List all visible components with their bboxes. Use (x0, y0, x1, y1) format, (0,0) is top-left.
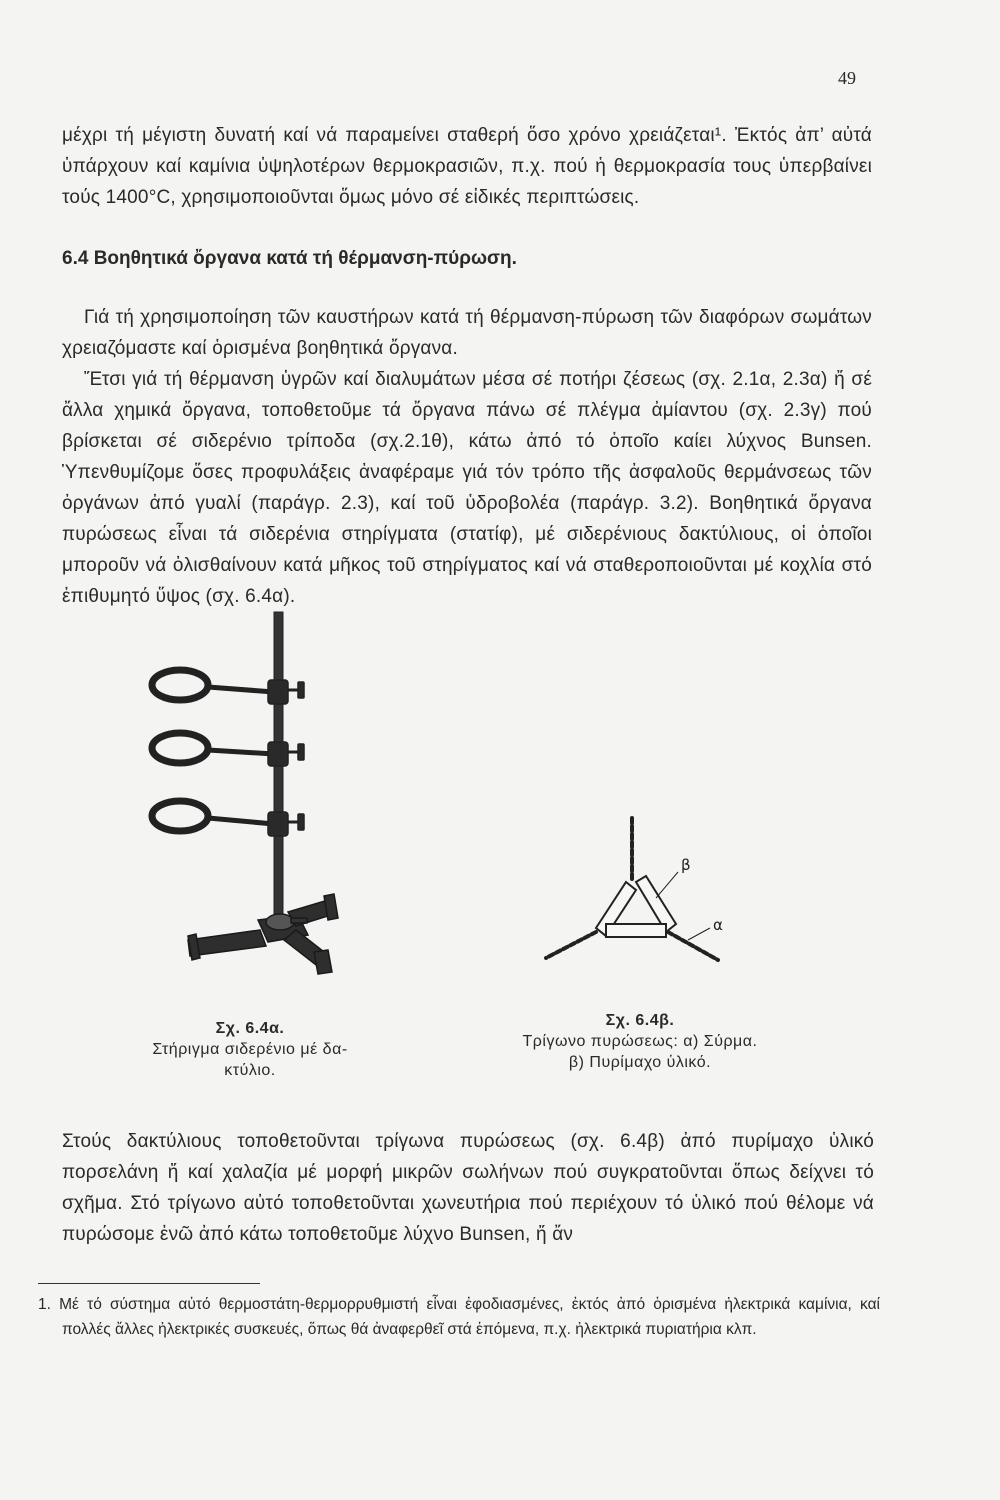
stand-ring-bottom (152, 801, 208, 831)
clamp-3 (268, 812, 288, 836)
clamp-1 (268, 680, 288, 704)
section-body (62, 302, 872, 612)
clamp-2 (268, 742, 288, 766)
label-a: α (713, 916, 723, 934)
footnote (38, 1292, 880, 1342)
footnote-text: 1. Μέ τό σύστημα αὐτό θερμοστάτη-θερμορρυθμιστή εἶναι ἐφοδιασμένες, ἐκτός ἀπό ὁρισμένα ἠλεκτρικά καμίνια, καί πολλές ἄλλες ἠλεκτρικές συσκευές, ὅπως θά ἀναφερθεῖ στά ἑπόμενα, π.χ. ἠλεκτρικά πυριατήρια κλπ. (38, 1296, 880, 1338)
page-number: 49 (838, 68, 856, 88)
figure-a-caption (100, 1018, 400, 1081)
figure-a-title: Σχ. 6.4α. (215, 1020, 285, 1037)
section-paragraph-1: Γιά τή χρησιμοποίηση τῶν καυστήρων κατά τή θέρμανση-πύρωση τῶν διαφόρων σωμάτων χρειαζόμαστε καί ὁρισμένα βοηθητικά ὄργανα. (62, 307, 872, 359)
retort-stand-illustration (128, 600, 368, 1010)
intro-text: μέχρι τή μέγιστη δυνατή καί νά παραμείνει σταθερή ὅσο χρόνο χρειάζεται¹. Ἐκτός ἀπ’ αὐτά ὑπάρχουν καί καμίνια ὑψηλοτέρων θερμοκρασιῶν, π.χ. πού ἡ θερμοκρασία τους ὑπερβαίνει τούς 1400°C, χρησιμοποιοῦνται ὅμως μόνο σέ εἰδικές περιπτώσεις. (62, 125, 872, 208)
section-paragraph-2: Ἔτσι γιά τή θέρμανση ὑγρῶν καί διαλυμάτων μέσα σέ ποτήρι ζέσεως (σχ. 2.1α, 2.3α) ἤ σέ ἄλλα χημικά ὄργανα, τοποθετοῦμε τά ὄργανα πάνω σέ πλέγμα ἀμίαντου (σχ. 2.3γ) πού βρίσκεται σέ σιδερένιο τρίποδα (σχ.2.1θ), κάτω ἀπό τό ὁποῖο καίει λύχνος Bunsen. Ὑπενθυμίζομε ὅσες προφυλάξεις ἀναφέραμε γιά τόν τρόπο τῆς ἀσφαλοῦς θερμάνσεως τῶν ὀργάνων ἀπό γυαλί (παράγρ. 2.3), καί τοῦ ὑδροβολέα (παράγρ. 3.2). Βοηθητικά ὄργανα πυρώσεως εἶναι τά σιδερένια στηρίγματα (στατίφ), μέ σιδερένιους δακτύλιους, οἱ ὁποῖοι μποροῦν νά ὀλισθαίνουν κατά μῆκος τοῦ στηρίγματος καί νά σταθεροποιοῦνται μέ κοχλία στό ἐπιθυμητό ὕψος (σχ. 6.4α). (62, 369, 872, 607)
figure-b-caption-line-2: β) Πυρίμαχο ὑλικό. (568, 1054, 712, 1071)
stand-ring-middle (152, 733, 208, 763)
clay-tube-bottom (606, 924, 666, 937)
clamp-screw-3 (298, 814, 304, 830)
stand-rod (274, 612, 283, 932)
clay-tubes (596, 876, 676, 937)
figure-b-title: Σχ. 6.4β. (605, 1012, 675, 1029)
clamp-screw-2 (298, 744, 304, 760)
figure-b-caption-line-1: Τρίγωνο πυρώσεως: α) Σύρμα. (522, 1033, 758, 1050)
footnote-divider (38, 1283, 260, 1284)
label-b: β (681, 856, 691, 874)
stand-ring-top (152, 670, 208, 700)
closing-paragraph (62, 1126, 874, 1250)
section-heading: 6.4 Βοηθητικά ὄργανα κατά τή θέρμανση-πύρωση. (62, 248, 517, 269)
figure-a-caption-line-1: Στήριγμα σιδερένιο μέ δα- (152, 1041, 348, 1058)
intro-paragraph (62, 120, 872, 213)
figure-b-caption (495, 1010, 785, 1073)
figure-a-caption-line-2: κτύλιο. (224, 1062, 276, 1079)
stand-base (188, 894, 338, 974)
closing-text: Στούς δακτύλιους τοποθετοῦνται τρίγωνα πυρώσεως (σχ. 6.4β) ἀπό πυρίμαχο ὑλικό πορσελάνη ἤ καί χαλαζία μέ μορφή μικρῶν σωλήνων πού συγκρατοῦνται ὅπως δείχνει τό σχῆμα. Στό τρίγωνο αὐτό τοποθετοῦνται χωνευτήρια πού περιέχουν τό ὑλικό πού θέλομε νά πυρώσομε ἐνῶ ἀπό κάτω τοποθετοῦμε λύχνο Bunsen, ἤ ἄν (62, 1131, 874, 1245)
clamp-screw-1 (298, 682, 304, 698)
clay-triangle-illustration (528, 810, 743, 980)
